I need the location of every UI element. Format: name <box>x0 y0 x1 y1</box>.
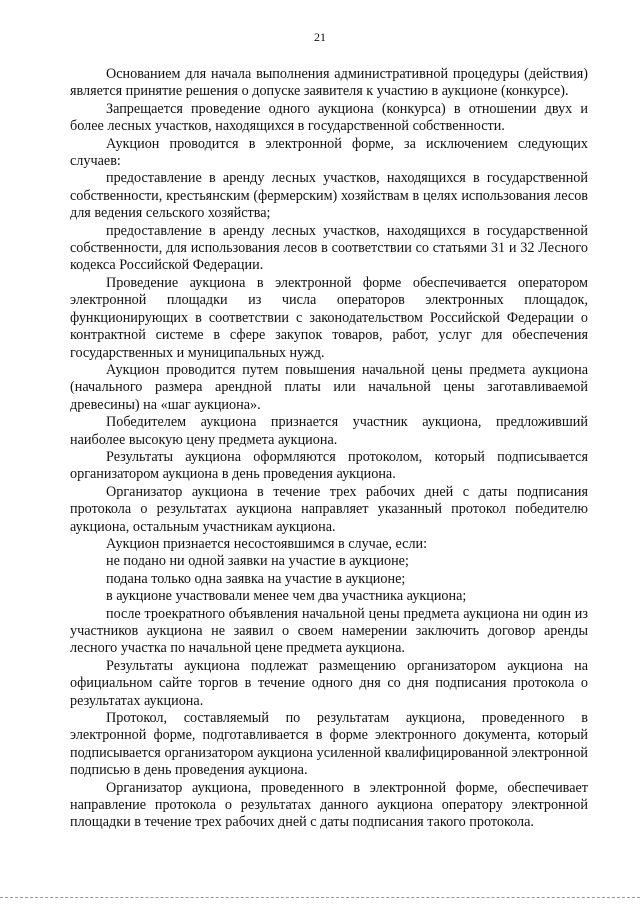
list-item: в аукционе участвовали менее чем два участника аукциона; <box>106 588 467 605</box>
paragraph: Основанием для начала выполнения административной процедуры (действия) является принятие решения о допуске заявителя к участию в аукционе (конкурсе). <box>70 66 588 100</box>
paragraph: Результаты аукциона подлежат размещению организатором аукциона на официальном сайте торгов в течение одного дня со дня подписания протокола о результатах аукциона. <box>70 657 588 709</box>
paragraph: Проведение аукциона в электронной форме обеспечивается оператором электронной площадки из числа операторов электронных площадок, функционирующих в соответствии с законодательством Российской Федерации о контрактной системе в сфере закупок товаров, работ, услуг для обеспечения государственных и муниципальных нужд. <box>70 274 588 361</box>
paragraph: Результаты аукциона оформляются протоколом, который подписывается организатором аукциона в день проведения аукциона. <box>70 448 588 483</box>
paragraph: Победителем аукциона признается участник аукциона, предложивший наиболее высокую цену предмета аукциона. <box>70 414 588 448</box>
paragraph: предоставление в аренду лесных участков, находящихся в государственной собственности, для использования лесов в соответствии со статьями 31 и 32 Лесного кодекса Российской Федерации. <box>70 222 588 274</box>
list-item: не подано ни одной заявки на участие в аукционе; <box>106 553 409 570</box>
paragraph: Организатор аукциона в течение трех рабочих дней с даты подписания протокола о результатах аукциона направляет указанный протокол победителю аукциона, остальным участникам аукциона. <box>70 483 588 535</box>
paragraph: Организатор аукциона, проведенного в электронной форме, обеспечивает направление протокола о результатах данного аукциона оператору электронной площадки в течение трех рабочих дней с даты подписания такого протокола. <box>70 779 588 831</box>
paragraph: Аукцион проводится путем повышения начальной цены предмета аукциона (начального размера арендной платы или начальной цены заготавливаемой древесины) на «шаг аукциона». <box>70 361 588 413</box>
paragraph: Аукцион проводится в электронной форме, за исключением следующих случаев: <box>70 135 588 170</box>
paragraph: предоставление в аренду лесных участков, находящихся в государственной собственности, крестьянским (фермерским) хозяйствам в целях использования лесов для ведения сельского хозяйства; <box>70 170 588 222</box>
list-item: после троекратного объявления начальной цены предмета аукциона ни один из участников аукциона не заявил о своем намерении заключить договор аренды лесного участка по начальной цене предмета аукциона. <box>70 605 588 657</box>
paragraph: Протокол, составляемый по результатам аукциона, проведенного в электронной форме, подготавливается в форме электронного документа, который подписывается организатором аукциона усиленной квалифицированной электронной подписью в день проведения аукциона. <box>70 710 588 779</box>
page-bottom-rule <box>0 897 640 898</box>
paragraph: Аукцион признается несостоявшимся в случае, если: <box>106 535 428 552</box>
paragraph: Запрещается проведение одного аукциона (конкурса) в отношении двух и более лесных участков, находящихся в государственной собственности. <box>70 100 588 135</box>
document-body <box>70 66 588 832</box>
page-number: 21 <box>314 30 326 44</box>
list-item: подана только одна заявка на участие в аукционе; <box>106 570 406 587</box>
